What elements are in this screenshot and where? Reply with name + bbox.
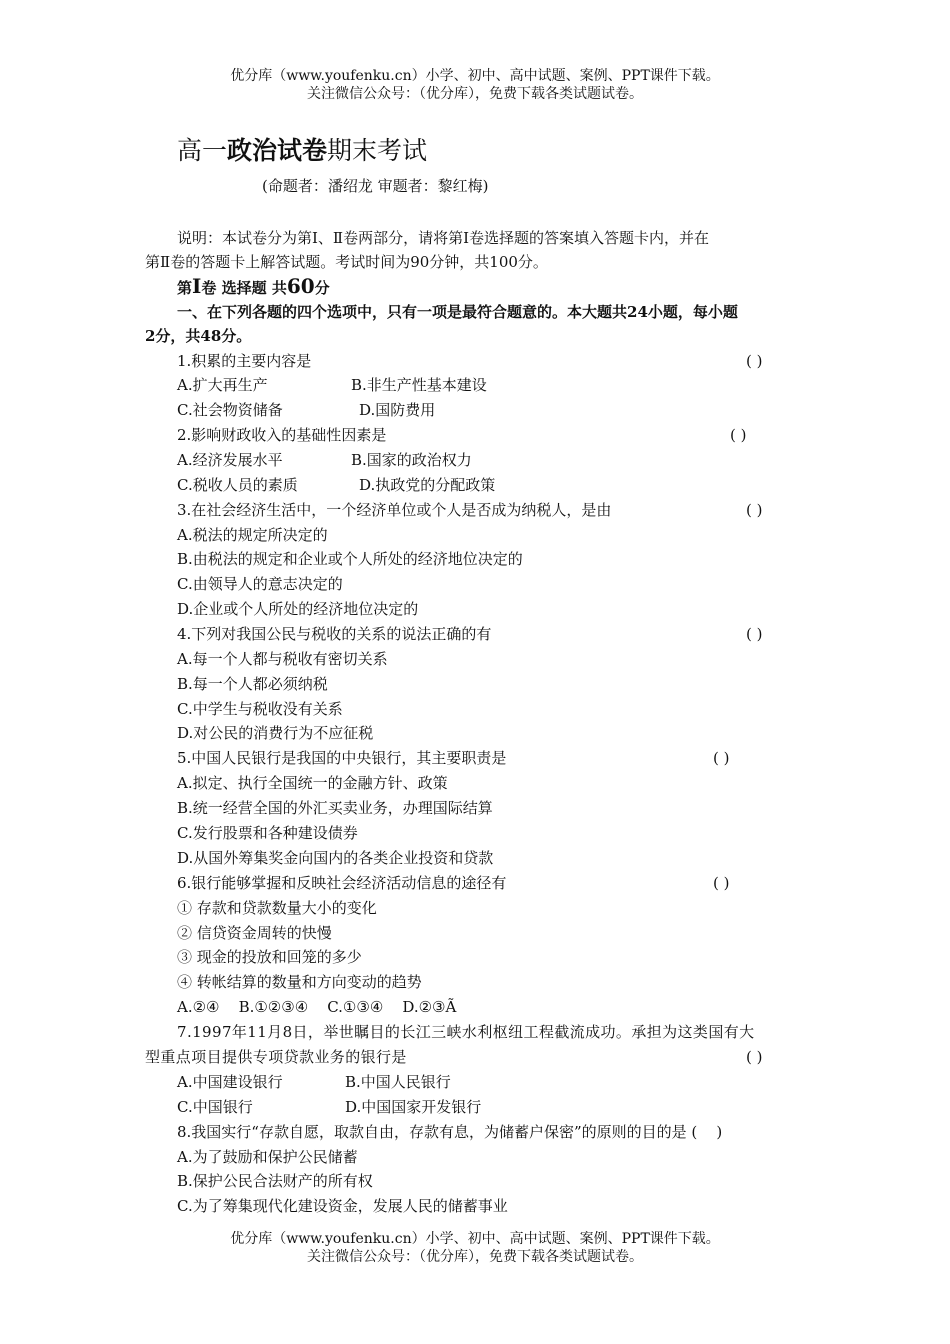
q3-answer-blank: ( )	[746, 501, 763, 519]
footer-line-1: 优分库（www.youfenku.cn）小学、初中、高中试题、案例、PPT课件下载。	[230, 1231, 720, 1247]
q7-option-a: A.中国建设银行	[177, 1073, 283, 1091]
q2-option-a: A.经济发展水平	[177, 451, 283, 469]
title-suffix: 期末考试	[327, 136, 428, 165]
q4-option-c: C.中学生与税收没有关系	[177, 700, 343, 718]
q3-stem: 3.在社会经济生活中，一个经济单位或个人是否成为纳税人，是由	[177, 501, 612, 519]
q5-option-c: C.发行股票和各种建设债券	[177, 824, 358, 842]
q1-option-d: D.国防费用	[359, 401, 436, 419]
q3-option-c: C.由领导人的意志决定的	[177, 575, 343, 593]
q4-stem: 4.下列对我国公民与税收的关系的说法正确的有	[177, 625, 492, 643]
q6-item-1: ① 存款和贷款数量大小的变化	[177, 899, 377, 917]
part1-c: 分	[314, 279, 330, 297]
q6-stem: 6.银行能够掌握和反映社会经济活动信息的途径有	[177, 874, 507, 892]
section1-line-1: 一、在下列各题的四个选项中，只有一项是最符合题意的。本大题共24小题，每小题	[177, 303, 738, 321]
q6-item-3: ③ 现金的投放和回笼的多少	[177, 948, 362, 966]
q5-answer-blank: ( )	[713, 749, 730, 767]
q3-option-d: D.企业或个人所处的经济地位决定的	[177, 600, 419, 618]
q8-option-a: A.为了鼓励和保护公民储蓄	[177, 1148, 358, 1166]
q1-option-a: A.扩大再生产	[177, 376, 268, 394]
q1-option-c: C.社会物资储备	[177, 401, 283, 419]
q1-stem: 1.积累的主要内容是	[177, 352, 312, 370]
q7-stem-line-2: 型重点项目提供专项贷款业务的银行是	[145, 1048, 407, 1066]
q6-item-4: ④ 转帐结算的数量和方向变动的趋势	[177, 973, 422, 991]
part1-b: 卷 选择题 共	[201, 279, 287, 297]
q1-option-b: B.非生产性基本建设	[351, 376, 487, 394]
q4-answer-blank: ( )	[746, 625, 763, 643]
q7-option-c: C.中国银行	[177, 1098, 253, 1116]
page-title	[177, 136, 427, 166]
instructions-line-2: 第Ⅱ卷的答题卡上解答试题。考试时间为90分钟，共100分。	[145, 253, 548, 271]
footer-line-2: 关注微信公众号：（优分库），免费下载各类试题试卷。	[307, 1249, 643, 1265]
q5-stem: 5.中国人民银行是我国的中央银行，其主要职责是	[177, 749, 507, 767]
q2-option-c: C.税收人员的素质	[177, 476, 298, 494]
q8-option-b: B.保护公民合法财产的所有权	[177, 1172, 373, 1190]
q5-option-b: B.统一经营全国的外汇买卖业务，办理国际结算	[177, 799, 493, 817]
part1-score: 60	[286, 274, 315, 298]
q2-answer-blank: ( )	[730, 426, 747, 444]
title-prefix: 高一	[177, 136, 228, 165]
q5-option-d: D.从国外筹集奖金向国内的各类企业投资和贷款	[177, 849, 494, 867]
header-line-1: 优分库（www.youfenku.cn）小学、初中、高中试题、案例、PPT课件下载。	[230, 68, 720, 84]
section1-line-2: 2分，共48分。	[145, 327, 252, 345]
instructions-line-1: 说明：本试卷分为第Ⅰ、Ⅱ卷两部分，请将第Ⅰ卷选择题的答案填入答题卡内，并在	[177, 229, 710, 247]
q4-option-d: D.对公民的消费行为不应征税	[177, 724, 374, 742]
q6-options: A.②④ B.①②③④ C.①③④ D.②③Ã	[177, 998, 457, 1016]
part1-a: 第	[177, 279, 193, 297]
q1-answer-blank: ( )	[746, 352, 763, 370]
q8-option-c: C.为了筹集现代化建设资金，发展人民的储蓄事业	[177, 1197, 508, 1215]
q6-answer-blank: ( )	[713, 874, 730, 892]
q7-answer-blank: ( )	[746, 1048, 763, 1066]
q4-option-a: A.每一个人都与税收有密切关系	[177, 650, 388, 668]
q2-stem: 2.影响财政收入的基础性因素是	[177, 426, 387, 444]
q7-option-d: D.中国国家开发银行	[345, 1098, 482, 1116]
q8-stem: 8.我国实行“存款自愿，取款自由，存款有息，为储蓄户保密”的原则的目的是 ( )	[177, 1123, 723, 1141]
title-bold: 政治试卷	[227, 136, 328, 165]
q7-stem-line-1: 7.1997年11月8日，举世瞩目的长江三峡水利枢纽工程截流成功。承担为这类国有大	[177, 1023, 755, 1041]
q2-option-b: B.国家的政治权力	[351, 451, 472, 469]
q7-option-b: B.中国人民银行	[345, 1073, 451, 1091]
q5-option-a: A.拟定、执行全国统一的金融方针、政策	[177, 774, 448, 792]
q3-option-b: B.由税法的规定和企业或个人所处的经济地位决定的	[177, 550, 523, 568]
q6-item-2: ② 信贷资金周转的快慢	[177, 924, 332, 942]
q2-option-d: D.执政党的分配政策	[359, 476, 496, 494]
header-line-2: 关注微信公众号：（优分库），免费下载各类试题试卷。	[307, 86, 643, 102]
part1-heading	[177, 276, 330, 298]
part1-roman: Ⅰ	[192, 274, 202, 298]
q3-option-a: A.税法的规定所决定的	[177, 526, 328, 544]
q4-option-b: B.每一个人都必须纳税	[177, 675, 328, 693]
authors-line: (命题者：潘绍龙 审题者：黎红梅)	[262, 177, 489, 195]
